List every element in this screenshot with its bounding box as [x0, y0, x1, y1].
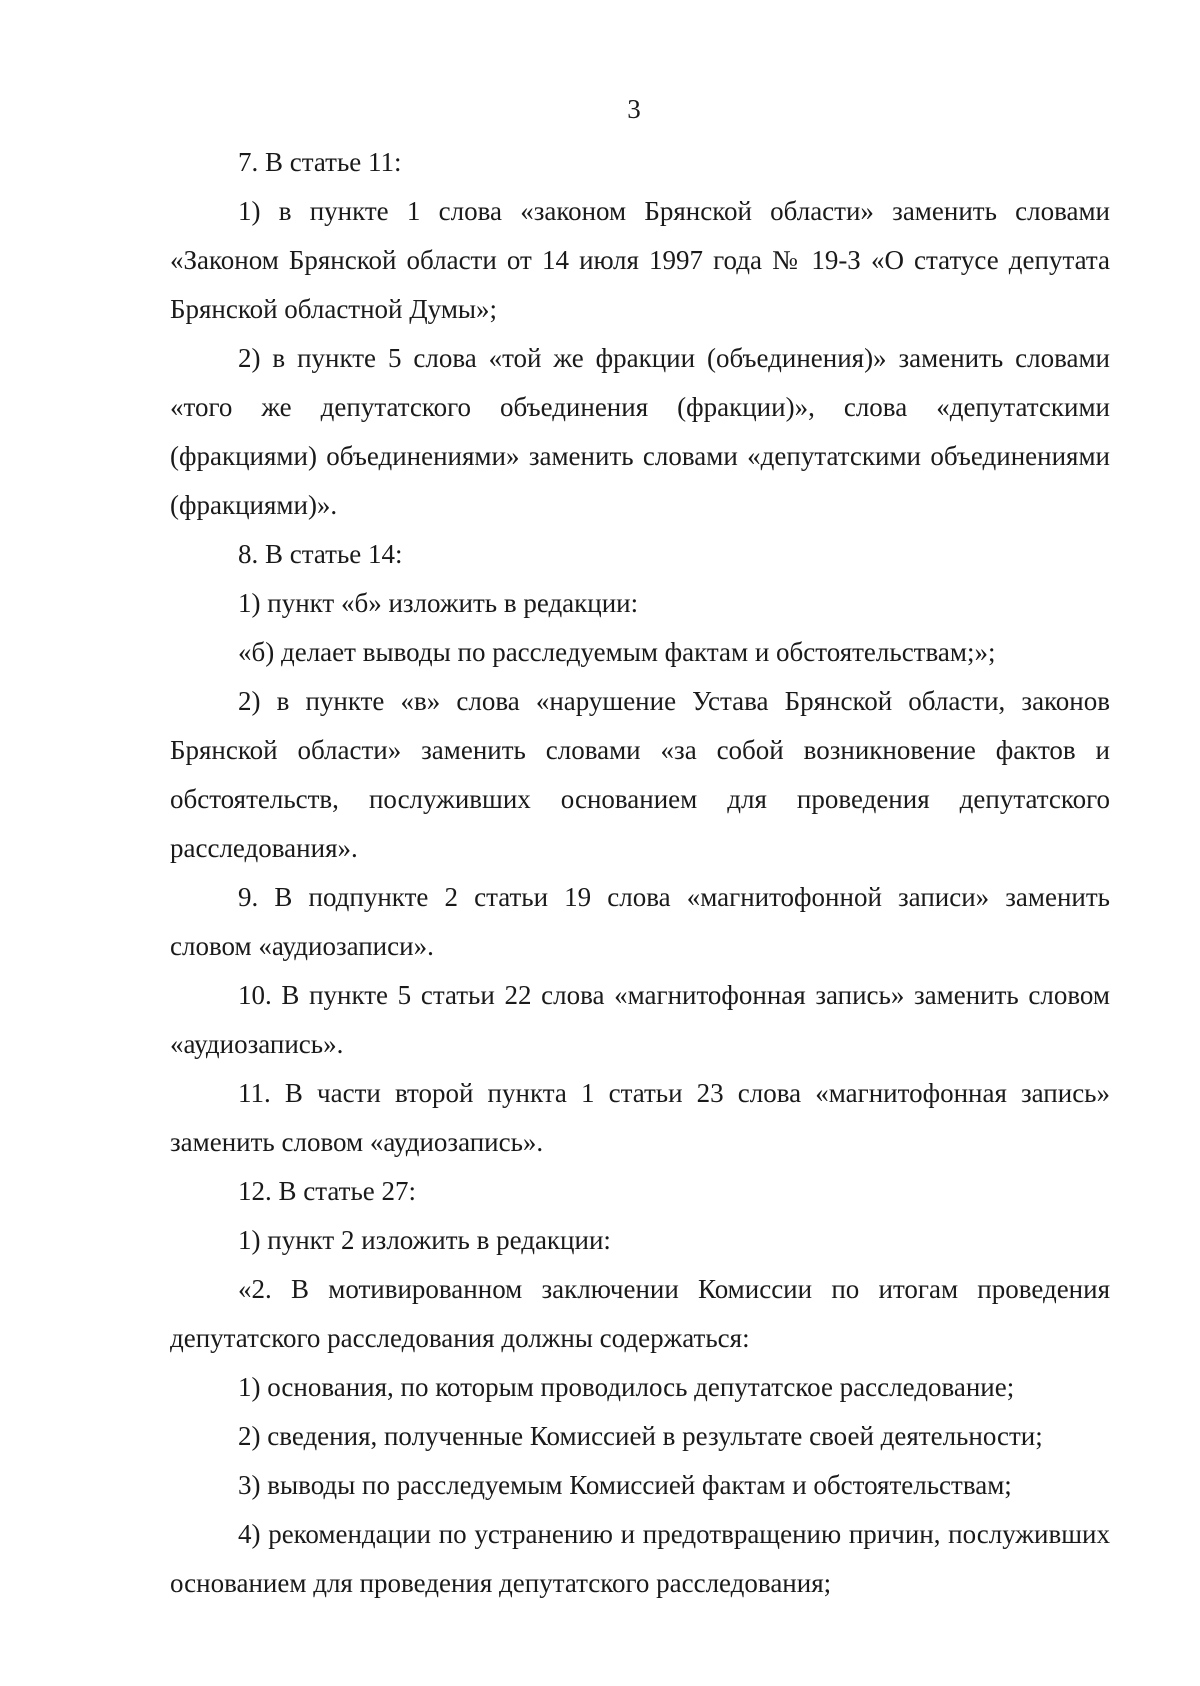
paragraph-15: 2) сведения, полученные Комиссией в результате своей деятельности; [238, 1421, 1043, 1451]
paragraph-10: 11. В части второй пункта 1 статьи 23 слова «магнитофонная запись» заменить словом «аудиозапись». [170, 1078, 1110, 1157]
paragraph-1: 7. В статье 11: [238, 147, 402, 177]
paragraph-3: 2) в пункте 5 слова «той же фракции (объединения)» заменить словами «того же депутатского объединения (фракции)», слова «депутатскими (фракциями) объединениями» заменить словами «депутатскими объединениями (фракциями)». [170, 343, 1110, 520]
paragraph-9: 10. В пункте 5 статьи 22 слова «магнитофонная запись» заменить словом «аудиозапись». [170, 980, 1110, 1059]
paragraph-2: 1) в пункте 1 слова «законом Брянской области» заменить словами «Законом Брянской области от 14 июля 1997 года № 19-З «О статусе депутата Брянской областной Думы»; [170, 196, 1110, 324]
document-body [170, 138, 1110, 1608]
paragraph-16: 3) выводы по расследуемым Комиссией фактам и обстоятельствам; [238, 1470, 1012, 1500]
paragraph-14: 1) основания, по которым проводилось депутатское расследование; [238, 1372, 1015, 1402]
paragraph-6: «б) делает выводы по расследуемым фактам и обстоятельствам;»; [238, 637, 996, 667]
paragraph-11: 12. В статье 27: [238, 1176, 417, 1206]
paragraph-17: 4) рекомендации по устранению и предотвращению причин, послуживших основанием для проведения депутатского расследования; [170, 1519, 1110, 1598]
paragraph-8: 9. В подпункте 2 статьи 19 слова «магнитофонной записи» заменить словом «аудиозаписи». [170, 882, 1110, 961]
paragraph-13: «2. В мотивированном заключении Комиссии по итогам проведения депутатского расследования должны содержаться: [170, 1274, 1110, 1353]
paragraph-5: 1) пункт «б» изложить в редакции: [238, 588, 639, 618]
paragraph-4: 8. В статье 14: [238, 539, 403, 569]
page-number: 3 [627, 94, 641, 124]
paragraph-7: 2) в пункте «в» слова «нарушение Устава Брянской области, законов Брянской области» заменить словами «за собой возникновение фактов и обстоятельств, послуживших основанием для проведения депутатского расследования». [170, 686, 1110, 863]
paragraph-12: 1) пункт 2 изложить в редакции: [238, 1225, 611, 1255]
